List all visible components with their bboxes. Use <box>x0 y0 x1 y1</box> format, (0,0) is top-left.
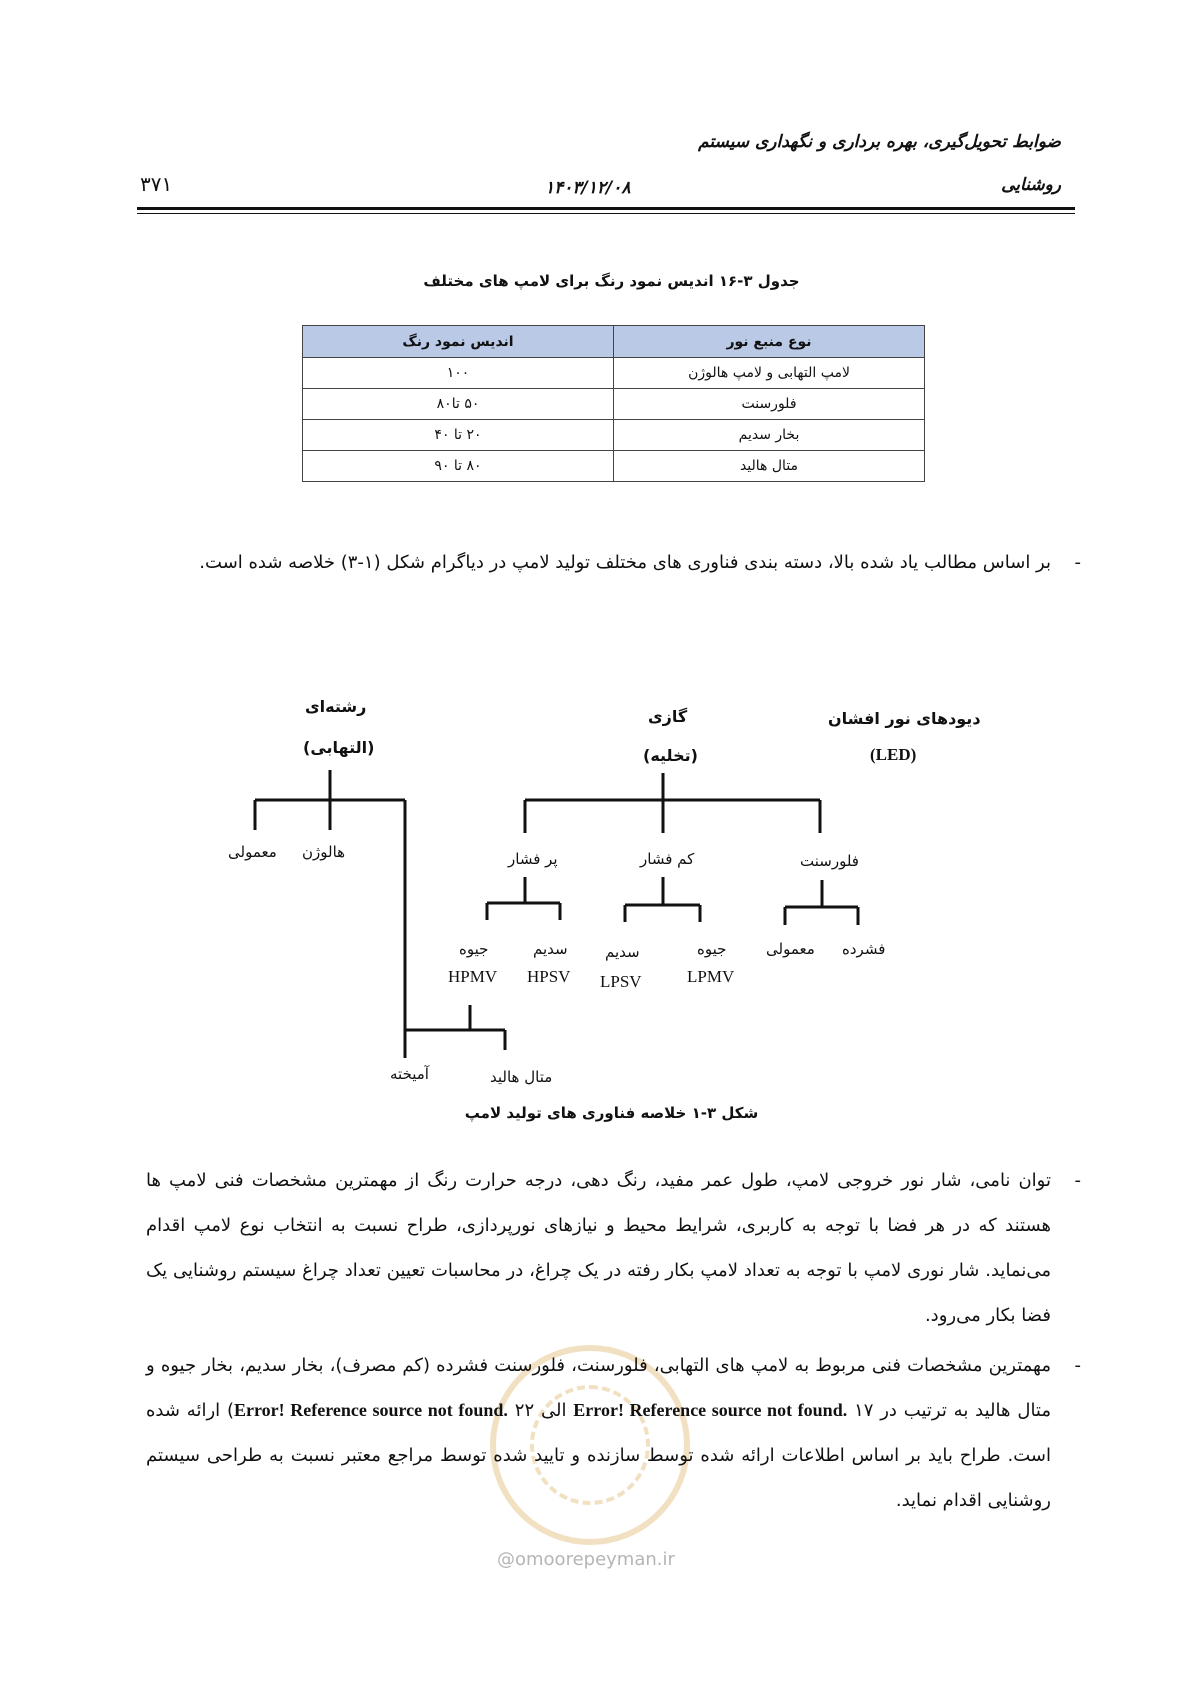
header-date: ۱۴۰۳/۱۲/۰۸ <box>545 178 631 198</box>
table-cell: ۱۰۰ <box>303 358 614 389</box>
table-cell: لامپ التهابی و لامپ هالوژن <box>614 358 925 389</box>
filament-subtitle: (التهابی) <box>303 738 375 757</box>
gas-subtitle: (تخلیه) <box>643 746 698 765</box>
paragraph-text-part3: ۲۲) ارائه شده است. طراح باید بر اساس اطلاعات ارائه شده توسط سازنده و تایید شده توسط مراجع معتبر نسبت به طراحی سیستم روشنایی اقدام نماید. <box>146 1400 1051 1511</box>
label-lpsv: LPSV <box>600 972 642 991</box>
paragraph-references <box>146 1343 1081 1523</box>
paragraph-text: توان نامی، شار نور خروجی لامپ، طول عمر مفید، رنگ دهی، درجه حرارت رنگ از مهمترین مشخصات فنی لامپ ها هستند که در هر فضا با توجه به کاربری، شرایط محیط و نیازهای نورپردازی، طراح نسبت به انتخاب نوع لامپ اقدام می‌نماید. شار نوری لامپ با توجه به تعداد لامپ بکار رفته در یک چراغ، در محاسبات تعیین تعداد چراغ سیستم روشنایی یک فضا بکار می‌رود. <box>146 1170 1051 1326</box>
label-fluor-ordinary: معمولی <box>766 940 815 958</box>
header-title: ضوابط تحویل‌گیری، بهره برداری و نگهداری سیستم <box>698 132 1061 152</box>
bullet-dash: - <box>1074 1355 1081 1376</box>
paragraph-text-part2: ۱۷ الی <box>534 1400 874 1421</box>
header-subtitle: روشنایی <box>1001 175 1061 195</box>
label-halogen: هالوژن <box>302 843 346 861</box>
table-cell: ۲۰ تا ۴۰ <box>303 420 614 451</box>
paragraph-text: بر اساس مطالب یاد شده بالا، دسته بندی فناوری های مختلف تولید لامپ در دیاگرام شکل (۱-۳) خلاصه شده است. <box>199 552 1051 573</box>
bullet-dash: - <box>1074 1170 1081 1191</box>
bullet-dash: - <box>1074 552 1081 573</box>
label-ordinary: معمولی <box>228 843 277 861</box>
page-number: ۳۷۱ <box>140 172 173 196</box>
label-hpsv: HPSV <box>527 967 571 986</box>
label-sodium-hp: سدیم <box>533 940 568 958</box>
label-mercury-hp: جیوه <box>459 940 489 958</box>
label-hpmv: HPMV <box>448 967 498 986</box>
paragraph-text-part1: مهمترین مشخصات فنی مربوط به لامپ های التهابی، فلورسنت، فلورسنت فشرده (کم مصرف)، بخار سدیم، بخار جیوه و متال هالید به ترتیب در <box>146 1355 1051 1421</box>
filament-title: رشته‌ای <box>305 697 367 716</box>
figure-caption: شکل ۳-۱ خلاصه فناوری های تولید لامپ <box>464 1104 759 1122</box>
label-compact: فشرده <box>842 940 886 958</box>
led-title: دیودهای نور افشان <box>828 709 981 728</box>
table-cell: بخار سدیم <box>614 420 925 451</box>
label-sodium-lp: سدیم <box>605 943 640 961</box>
column-header-cri: اندیس نمود رنگ <box>303 326 614 358</box>
label-mercury-lp: جیوه <box>697 940 727 958</box>
label-mixed: آمیخته <box>390 1065 429 1083</box>
label-high-pressure: پر فشار <box>508 850 558 868</box>
label-lpmv: LPMV <box>687 967 735 986</box>
reference-error-1: Error! Reference source not found. <box>573 1400 848 1420</box>
table-cell: ۵۰ تا۸۰ <box>303 389 614 420</box>
table-cell: متال هالید <box>614 451 925 482</box>
paragraph-specifications <box>146 1158 1081 1338</box>
label-metal-halide: متال هالید <box>490 1068 553 1086</box>
table-cell: فلورسنت <box>614 389 925 420</box>
led-subtitle: (LED) <box>870 745 917 764</box>
table-cell: ۸۰ تا ۹۰ <box>303 451 614 482</box>
label-fluorescent: فلورسنت <box>800 852 859 870</box>
gas-title: گازی <box>648 707 688 726</box>
table-caption: جدول ۳-۱۶ اندیس نمود رنگ برای لامپ های مختلف <box>423 272 800 290</box>
diagram-lines <box>255 770 858 1058</box>
reference-error-2: Error! Reference source not found. <box>234 1400 508 1420</box>
watermark-text: @omoorepeyman.ir <box>497 1549 675 1570</box>
column-header-source: نوع منبع نور <box>614 326 925 358</box>
label-low-pressure: کم فشار <box>640 850 695 868</box>
